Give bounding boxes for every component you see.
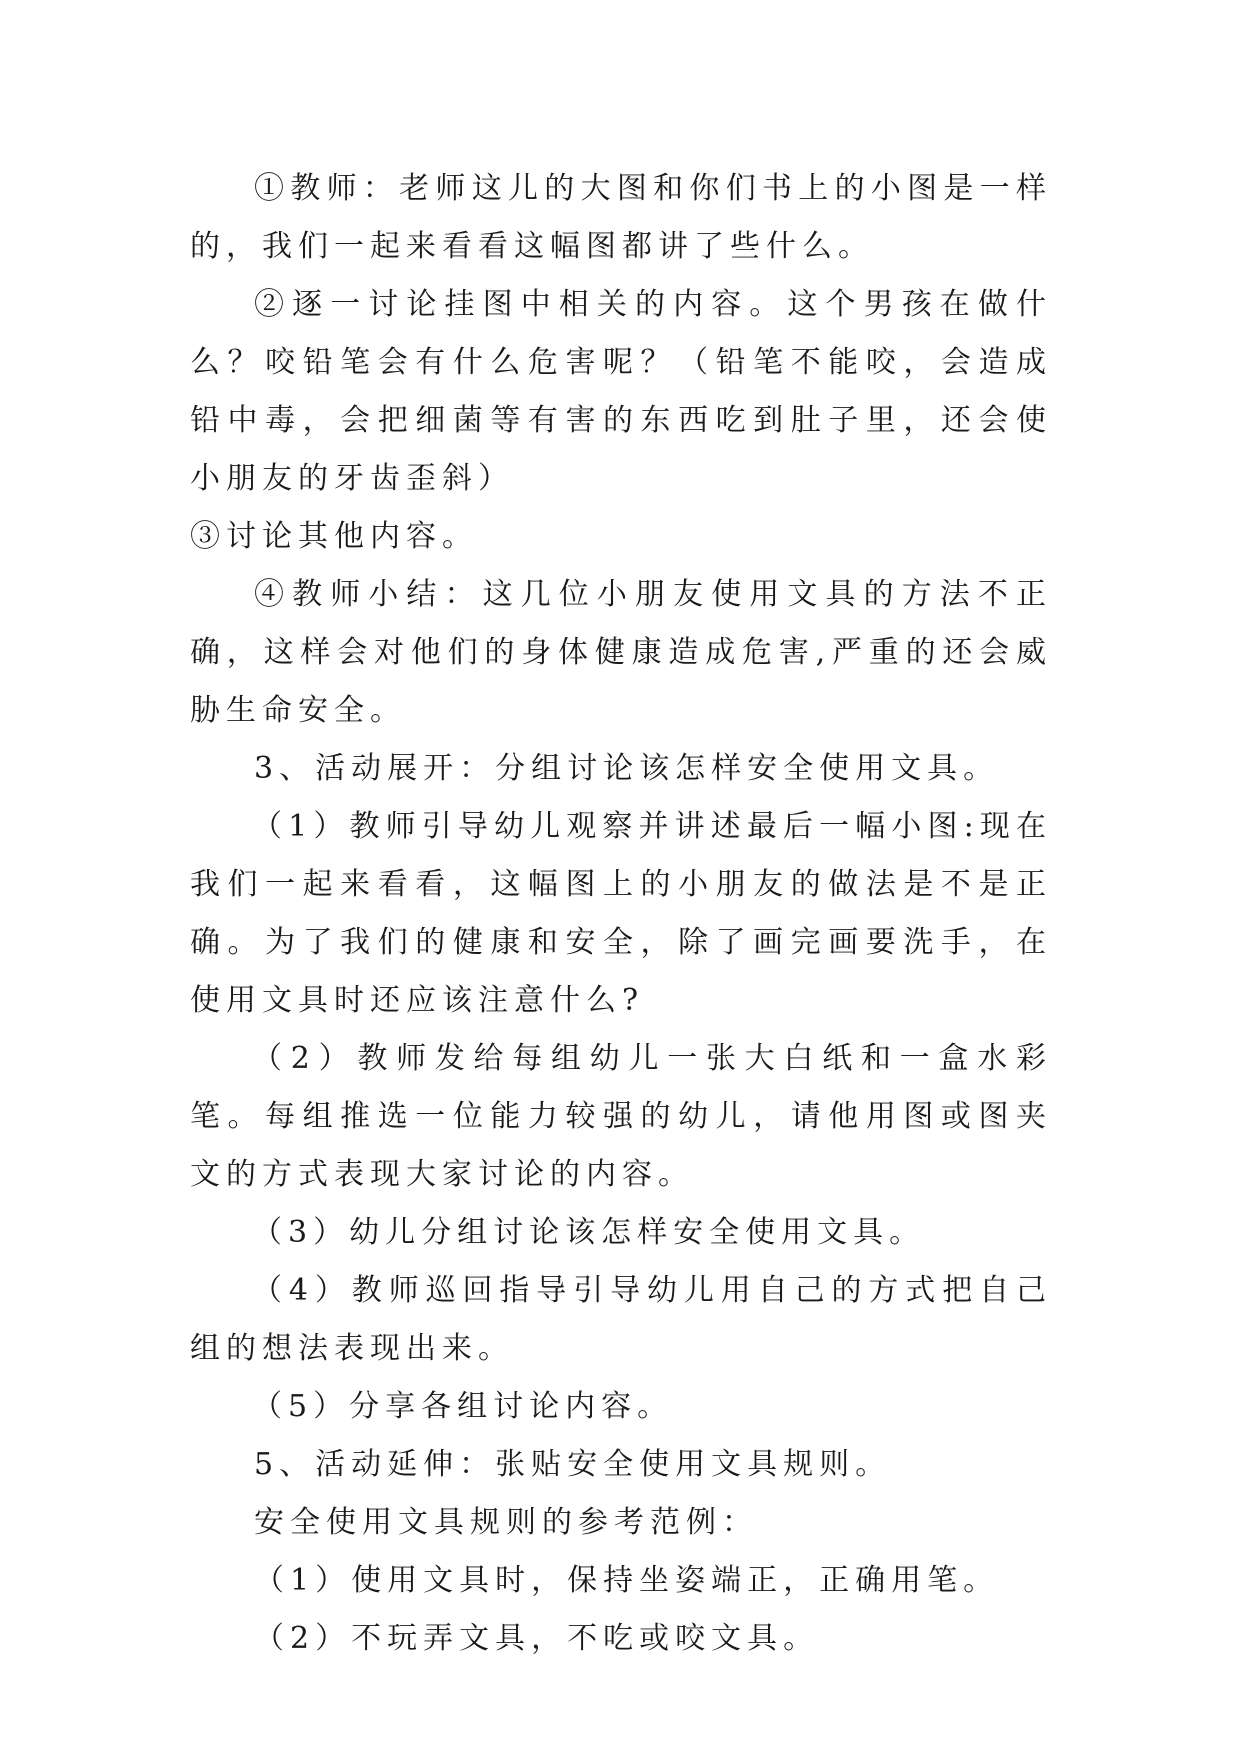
paragraph-2: ②逐一讨论挂图中相关的内容。这个男孩在做什么？咬铅笔会有什么危害呢？（铅笔不能咬，会造成铅中毒，会把细菌等有害的东西吃到肚子里，还会使小朋友的牙齿歪斜） [190, 287, 1052, 496]
paragraph-12: 安全使用文具规则的参考范例： [254, 1505, 758, 1540]
paragraph-4: ④教师小结：这几位小朋友使用文具的方法不正确，这样会对他们的身体健康造成危害,严重的还会威胁生命安全。 [190, 577, 1052, 728]
paragraph-6: （1）教师引导幼儿观察并讲述最后一幅小图:现在我们一起来看看，这幅图上的小朋友的做法是不是正确。为了我们的健康和安全，除了画完画要洗手，在使用文具时还应该注意什么? [190, 809, 1052, 1018]
paragraph-8: （3）幼儿分组讨论该怎样安全使用文具。 [252, 1215, 926, 1250]
paragraph-10: （5）分享各组讨论内容。 [252, 1389, 674, 1424]
paragraph-13: （1）使用文具时，保持坐姿端正，正确用笔。 [254, 1563, 1000, 1598]
paragraph-11: 5、活动延伸：张贴安全使用文具规则。 [254, 1447, 892, 1482]
paragraph-3: ③讨论其他内容。 [190, 519, 478, 554]
paragraph-1: ①教师：老师这儿的大图和你们书上的小图是一样的，我们一起来看看这幅图都讲了些什么。 [190, 171, 1052, 264]
paragraph-5: 3、活动展开：分组讨论该怎样安全使用文具。 [254, 751, 1000, 786]
paragraph-14: （2）不玩弄文具，不吃或咬文具。 [254, 1621, 820, 1656]
paragraph-9: （4）教师巡回指导引导幼儿用自己的方式把自己组的想法表现出来。 [190, 1273, 1052, 1366]
paragraph-7: （2）教师发给每组幼儿一张大白纸和一盒水彩笔。每组推选一位能力较强的幼儿，请他用图或图夹文的方式表现大家讨论的内容。 [190, 1041, 1052, 1192]
document-body [190, 160, 1052, 1668]
